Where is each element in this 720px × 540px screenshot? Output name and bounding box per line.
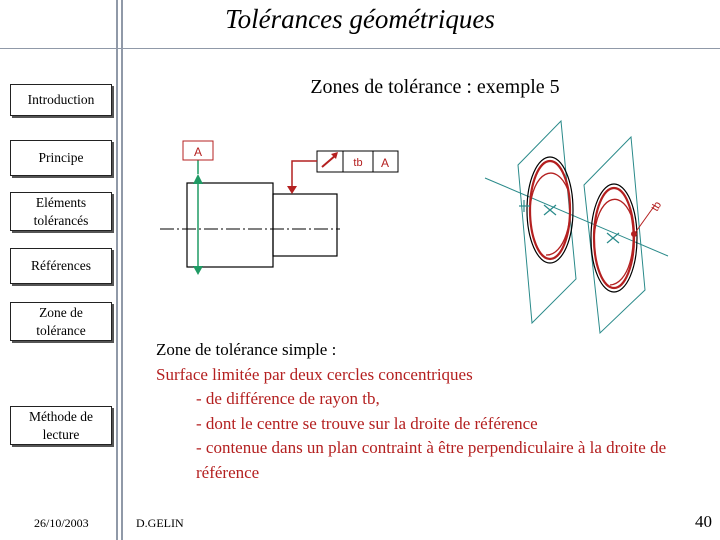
shaft-small-section [273,194,337,256]
slide-subtitle: Zones de tolérance : exemple 5 [310,76,560,98]
control-frame-tolerance: tb [353,157,363,169]
tolerance-zone-3d [485,121,668,333]
nav-label: Eléments tolérancés [33,195,89,228]
zone-description [156,338,716,485]
description-line: - contenue dans un plan contraint à être perpendiculaire à la droite de référence [196,438,667,482]
nav-label: Références [31,258,91,273]
description-heading: Zone de tolérance simple : [156,340,337,359]
description-line: - dont le centre se trouve sur la droite de référence [196,413,538,433]
footer-author: D.GELIN [136,516,184,530]
page-number: 40 [695,512,712,531]
feature-control-frame [287,151,398,194]
description-line: - de différence de rayon tb, [196,389,380,408]
reference-plane-left [518,121,576,323]
datum-label: A [193,145,203,159]
description-line: Surface limitée par deux cercles concentriques [156,364,473,384]
footer-date: 26/10/2003 [34,516,89,530]
control-frame-datum: A [380,156,390,170]
nav-label: Méthode de lecture [28,409,94,442]
page-title: Tolérances géométriques [225,4,495,34]
leader-arrow-icon [287,186,297,194]
outer-circle-right [591,184,637,292]
control-frame-leader [292,161,317,190]
nav-label: Principe [38,150,84,165]
datum-arrow-bottom-icon [193,266,203,275]
datum-axis-line [485,178,668,256]
shaft-large-section [187,183,273,267]
nav-label: Introduction [27,92,95,107]
nav-label: Zone de tolérance [36,305,86,338]
zone-dimension-label: tb [649,199,665,214]
datum-triangle-top-icon [193,174,203,184]
inner-circle-right [594,188,634,288]
